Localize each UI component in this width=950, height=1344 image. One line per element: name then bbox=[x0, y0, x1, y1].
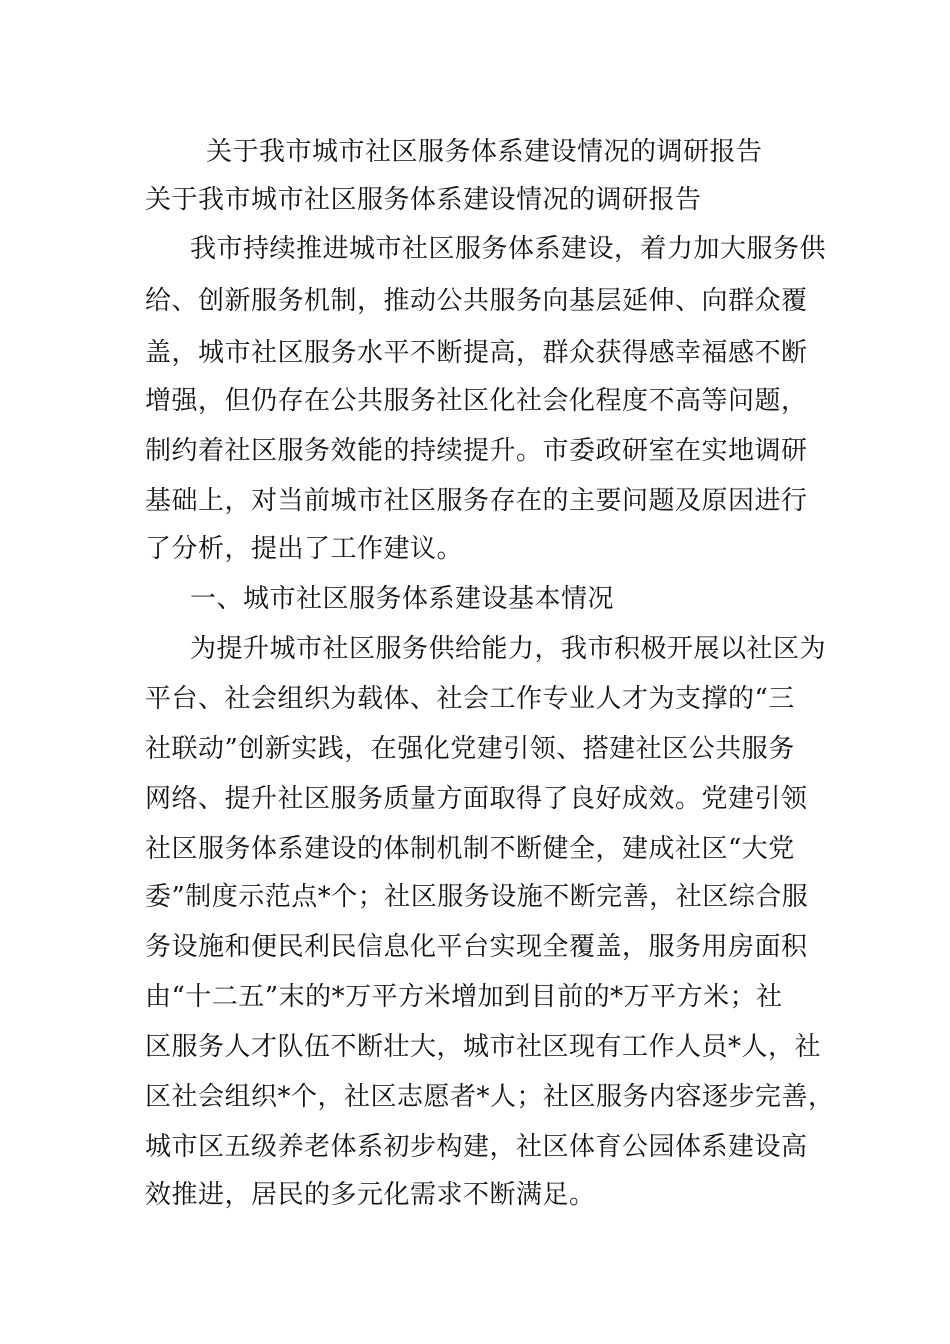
paragraph-line: 社区服务体系建设的体制机制不断健全，建成社区“大党 bbox=[145, 834, 795, 864]
paragraph-line: 基础上，对当前城市社区服务存在的主要问题及原因进行 bbox=[145, 486, 808, 516]
paragraph-line: 区社会组织*个，社区志愿者*人；社区服务内容逐步完善， bbox=[145, 1082, 835, 1112]
paragraph-line: 由“十二五”末的*万平方米增加到目前的*万平方米；社 bbox=[145, 982, 783, 1012]
paragraph-line: 城市区五级养老体系初步构建，社区体育公园体系建设高 bbox=[145, 1132, 808, 1162]
section-heading: 一、城市社区服务体系建设基本情况 bbox=[190, 584, 615, 614]
paragraph-line: 委”制度示范点*个；社区服务设施不断完善，社区综合服 bbox=[145, 882, 809, 912]
paragraph-line: 我市持续推进城市社区服务体系建设，着力加大服务供 bbox=[190, 234, 827, 264]
paragraph-line: 区服务人才队伍不断壮大，城市社区现有工作人员*人，社 bbox=[145, 1032, 822, 1062]
paragraph-line: 为提升城市社区服务供给能力，我市积极开展以社区为 bbox=[190, 634, 827, 664]
paragraph-line: 务设施和便民利民信息化平台实现全覆盖，服务用房面积 bbox=[145, 932, 808, 962]
paragraph-line: 网络、提升社区服务质量方面取得了良好成效。党建引领 bbox=[145, 784, 808, 814]
paragraph-line: 增强，但仍存在公共服务社区化社会化程度不高等问题， bbox=[145, 386, 808, 416]
document-title: 关于我市城市社区服务体系建设情况的调研报告 bbox=[145, 185, 702, 215]
paragraph-line: 了分析，提出了工作建议。 bbox=[145, 534, 464, 564]
paragraph-line: 社联动”创新实践，在强化党建引领、搭建社区公共服务 bbox=[145, 734, 795, 764]
document-title-centered: 关于我市城市社区服务体系建设情况的调研报告 bbox=[206, 137, 763, 167]
paragraph-line: 效推进，居民的多元化需求不断满足。 bbox=[145, 1180, 596, 1210]
paragraph-line: 盖，城市社区服务水平不断提高，群众获得感幸福感不断 bbox=[145, 338, 808, 368]
paragraph-line: 给、创新服务机制，推动公共服务向基层延伸、向群众覆 bbox=[145, 286, 808, 316]
paragraph-line: 平台、社会组织为载体、社会工作专业人才为支撑的“三 bbox=[145, 684, 795, 714]
paragraph-line: 制约着社区服务效能的持续提升。市委政研室在实地调研 bbox=[145, 436, 808, 466]
